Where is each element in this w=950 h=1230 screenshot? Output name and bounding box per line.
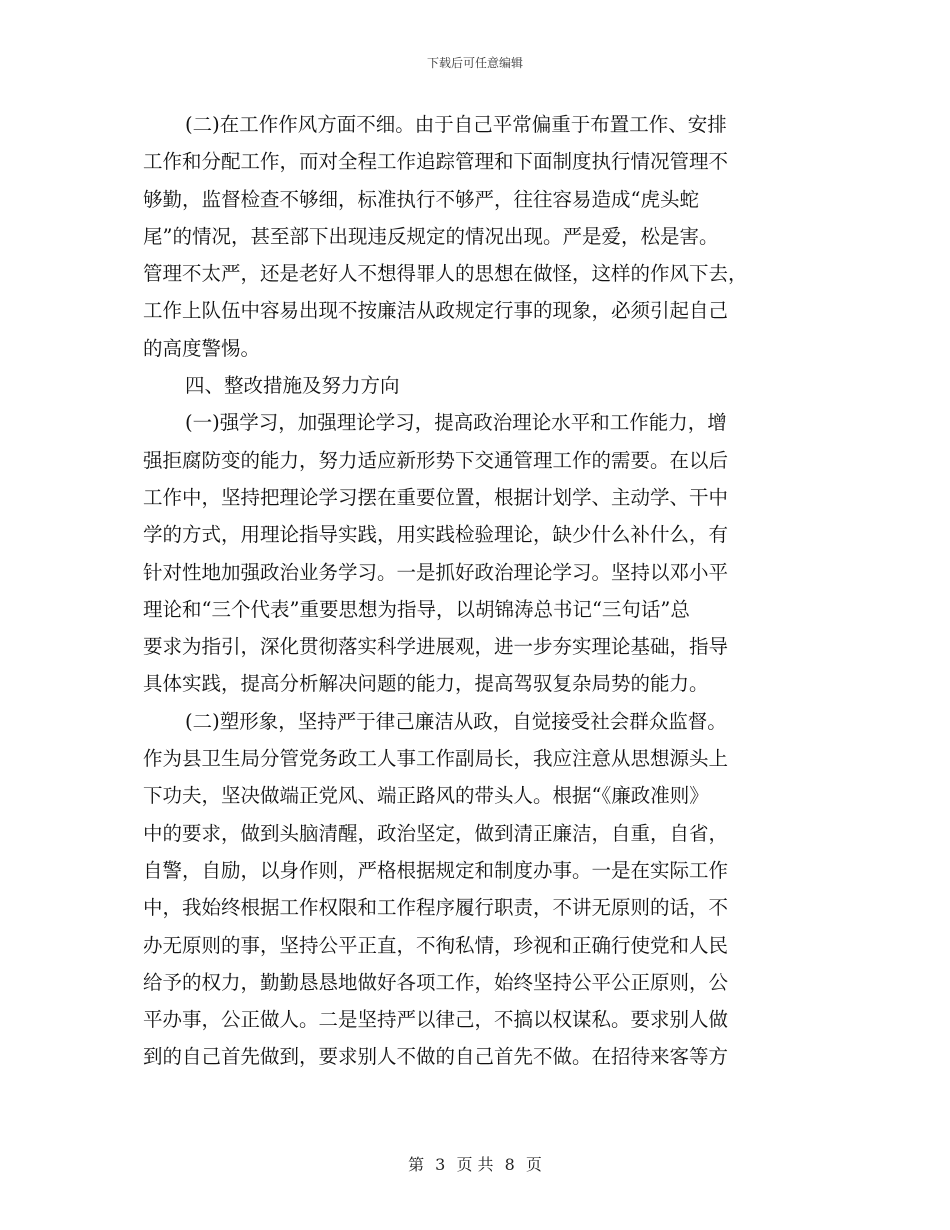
text-line: 学的方式，用理论指导实践，用实践检验理论，缺少什么补什么，有 (143, 523, 729, 547)
text-line: (二)塑形象，坚持严于律己廉洁从政，自觉接受社会群众监督。 (185, 709, 727, 733)
text-line: 够勤，监督检查不够细，标准执行不够严，往往容易造成“虎头蛇 (143, 187, 699, 211)
page-label-middle: 页 共 (456, 1155, 494, 1174)
text-line: 管理不太严，还是老好人不想得罪人的思想在做怪，这样的作风下去， (143, 262, 748, 286)
current-page-number: 3 (435, 1155, 446, 1174)
text-line: 到的自己首先做到，要求别人不做的自己首先不做。在招待来客等方 (143, 1045, 729, 1069)
page-footer (0, 1152, 950, 1175)
section-heading: 四、整改措施及努力方向 (185, 374, 400, 398)
page-label-prefix: 第 (408, 1155, 425, 1174)
text-line: 强拒腐防变的能力，努力适应新形势下交通管理工作的需要。在以后 (143, 448, 729, 472)
text-line: 平办事，公正做人。二是坚持严以律己，不搞以权谋私。要求别人做 (143, 1008, 729, 1032)
text-line: 工作上队伍中容易出现不按廉洁从政规定行事的现象，必须引起自己 (143, 299, 729, 323)
text-line: 要求为指引，深化贯彻落实科学进展观，进一步夯实理论基础，指导 (143, 635, 729, 659)
text-line: 理论和“三个代表”重要思想为指导，以胡锦涛总书记“三句话”总 (143, 597, 690, 621)
text-line: 下功夫，坚决做端正党风、端正路风的带头人。根据“《廉政准则》 (143, 784, 709, 808)
page-label-suffix: 页 (525, 1155, 542, 1174)
document-body (143, 106, 808, 1076)
text-line: 中，我始终根据工作权限和工作程序履行职责，不讲无原则的话，不 (143, 896, 729, 920)
text-line: 给予的权力，勤勤恳恳地做好各项工作，始终坚持公平公正原则，公 (143, 970, 729, 994)
text-line: 办无原则的事，坚持公平正直，不徇私情，珍视和正确行使党和人民 (143, 933, 729, 957)
text-line: 自警，自励，以身作则，严格根据规定和制度办事。一是在实际工作 (143, 858, 729, 882)
text-line: 工作和分配工作，而对全程工作追踪管理和下面制度执行情况管理不 (143, 150, 729, 174)
text-line: 作为县卫生局分管党务政工人事工作副局长，我应注意从思想源头上 (143, 747, 729, 771)
text-line: (一)强学习，加强理论学习，提高政治理论水平和工作能力，增 (185, 411, 727, 435)
text-line: 的高度警惕。 (143, 336, 261, 360)
text-line: 尾”的情况，甚至部下出现违反规定的情况出现。严是爱，松是害。 (143, 224, 719, 248)
text-line: 工作中，坚持把理论学习摆在重要位置，根据计划学、主动学、干中 (143, 485, 729, 509)
text-line: (二)在工作作风方面不细。由于自己平常偏重于布置工作、安排 (185, 113, 727, 136)
total-page-number: 8 (504, 1155, 515, 1174)
text-line: 具体实践，提高分析解决问题的能力，提高驾驭复杂局势的能力。 (143, 672, 709, 696)
text-line: 中的要求，做到头脑清醒，政治坚定，做到清正廉洁，自重，自省， (143, 821, 729, 845)
text-line: 针对性地加强政治业务学习。一是抓好政治理论学习。坚持以邓小平 (143, 560, 729, 584)
page-header: 下载后可任意编辑 (426, 56, 523, 70)
